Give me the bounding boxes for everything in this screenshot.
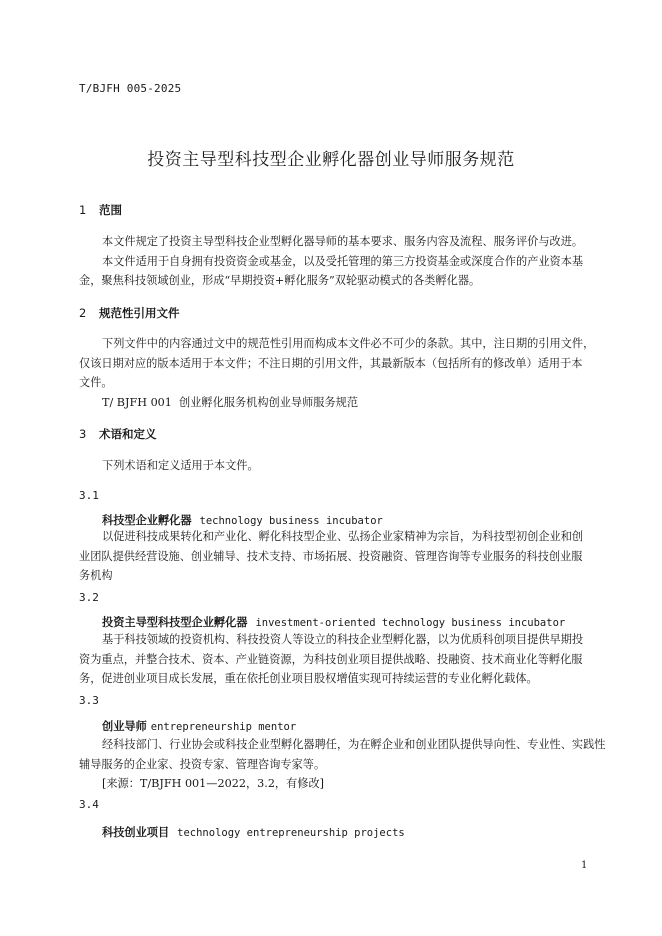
term-definition [79,735,606,794]
section-number: 1 [79,203,87,217]
section-1-heading [79,202,122,218]
term-definition [79,630,599,689]
paragraph-line: 仅该日期对应的版本适用于本文件；不注日期的引用文件，其最新版本（包括所有的修改单）适用于本 [79,356,583,370]
term-chinese: 创业导师 [102,720,147,733]
definition-line: 辅导服务的企业家、投资专家、管理咨询专家等。 [79,757,326,771]
section-3-heading [79,426,157,442]
definition-line: 经科技部门、行业协会或科技企业型孵化器聘任，为在孵企业和创业团队提供导向性、专业性、实践性 [102,738,606,751]
term-entry [102,824,405,840]
section-title: 术语和定义 [99,427,157,441]
term-chinese: 科技创业项目 [102,826,170,839]
paragraph-line: 下列文件中的内容通过文中的规范性引用而构成本文件必不可少的条款。其中，注日期的引用文件， [102,337,595,350]
term-entry [102,614,565,630]
section-number: 2 [79,306,87,320]
term-chinese: 科技型企业孵化器 [102,514,192,527]
paragraph-line: 金，聚焦科技领域创业，形成“早期投资+孵化服务”双轮驱动模式的各类孵化器。 [79,274,481,287]
section-1-body [79,232,599,291]
paragraph-line: 本文件规定了投资主导型科技企业型孵化器导师的基本要求、服务内容及流程、服务评价与改进。 [102,235,584,248]
section-3-intro [79,456,599,476]
definition-line: 以促进科技成果转化和产业化、孵化科技型企业、弘扬企业家精神为宗旨，为科技型初创企业和创 [102,530,584,543]
clause-number: 3.3 [79,694,99,707]
term-english: investment-oriented technology business incubator [255,617,566,629]
paragraph-line: 下列术语和定义适用于本文件。 [102,459,259,472]
document-code: T/BJFH 005-2025 [79,82,182,95]
section-title: 规范性引用文件 [99,306,180,320]
definition-line: 业团队提供经营设施、创业辅导、技术支持、市场拓展、投资融资、管理咨询等专业服务的科技创业服 [79,549,583,563]
section-2-body [79,334,599,412]
term-entry [102,718,296,734]
term-entry [102,512,383,528]
paragraph-line: 文件。 [79,376,113,389]
definition-line: 务，促进创业项目成长发展，重在依托创业项目股权增值实现可持续运营的专业化孵化载体。 [79,672,538,685]
definition-line: 资为重点，并整合技术、资本、产业链资源，为科技创业项目提供战略、投融资、技术商业化等孵化服 [79,652,583,666]
section-title: 范围 [99,203,122,217]
page-number: 1 [581,860,588,871]
clause-number: 3.2 [79,591,99,604]
definition-line: 基于科技领域的投资机构、科技投资人等设立的科技企业型孵化器，以为优质科创项目提供早期投 [102,633,584,646]
section-number: 3 [79,427,87,441]
definition-line: 务机构 [79,569,113,582]
term-chinese: 投资主导型科技型企业孵化器 [102,616,248,629]
document-title: 投资主导型科技型企业孵化器创业导师服务规范 [147,150,515,170]
section-2-heading [79,305,180,321]
clause-number: 3.4 [79,798,99,811]
term-definition [79,527,599,586]
term-english: entrepreneurship mentor [150,721,297,733]
clause-number: 3.1 [79,489,99,502]
term-english: technology business incubator [199,515,383,527]
normative-reference: T/ BJFH 001 创业孵化服务机构创业导师服务规范 [102,395,359,409]
definition-source: [来源：T/BJFH 001—2022，3.2，有修改] [102,777,325,790]
term-english: technology entrepreneurship projects [177,827,405,839]
paragraph-line: 本文件适用于自身拥有投资资金或基金，以及受托管理的第三方投资基金或深度合作的产业资本基 [102,254,584,268]
